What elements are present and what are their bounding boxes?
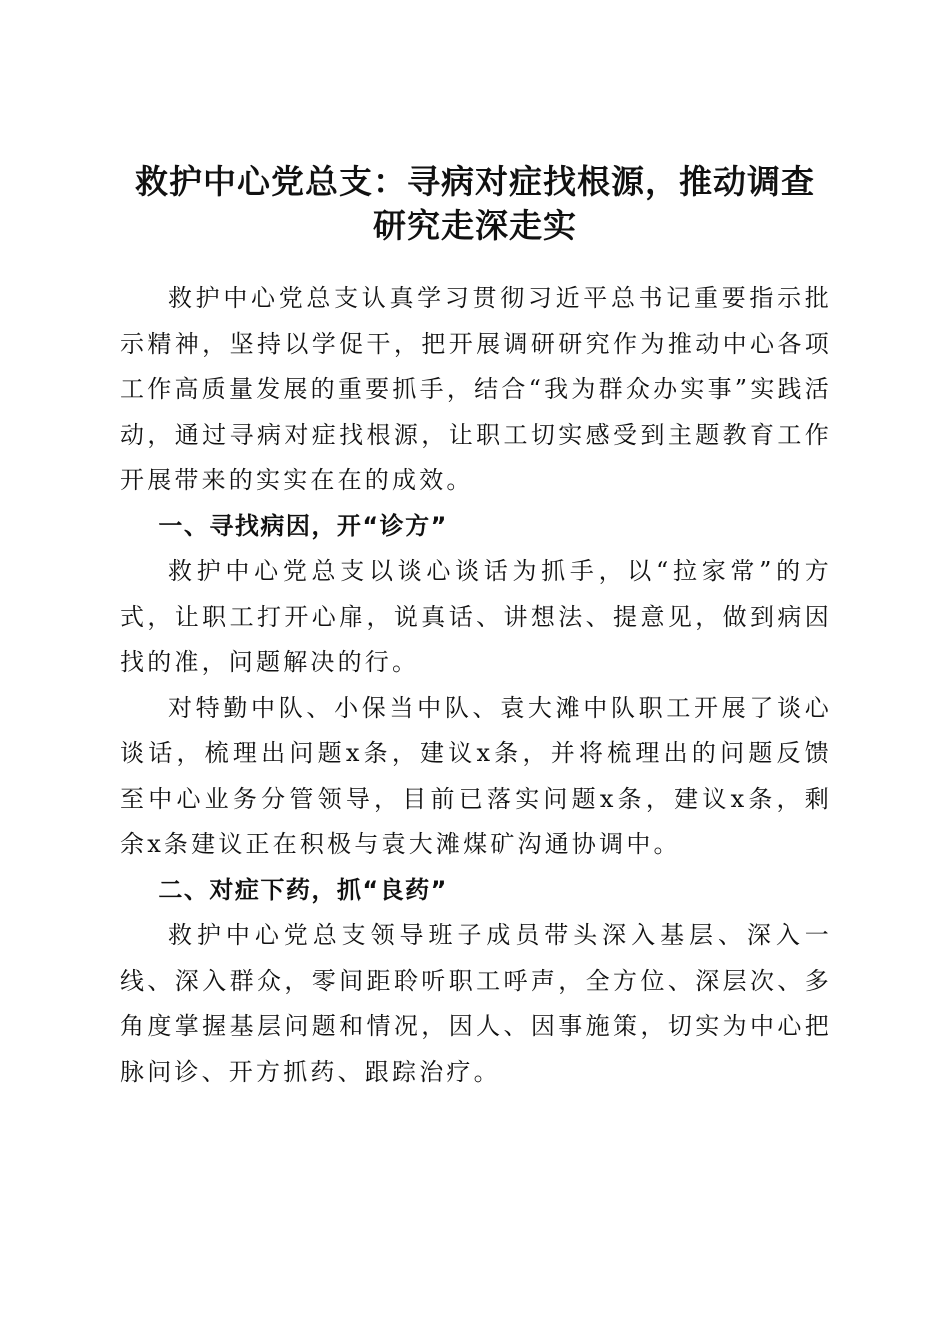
section-2-paragraph-1: 救护中心党总支领导班子成员带头深入基层、深入一线、深入群众，零间距聆听职工呼声，全方位、深层次、多角度掌握基层问题和情况，因人、因事施策，切实为中心把脉问诊、开方抓药、跟踪治疗。: [120, 921, 832, 1086]
title-line-2: 研究走深走实: [373, 206, 577, 246]
section-1-paragraph-2: 对特勤中队、小保当中队、袁大滩中队职工开展了谈心谈话，梳理出问题x条，建议x条，并将梳理出的问题反馈至中心业务分管领导，目前已落实问题x条，建议x条，剩余x条建议正在积极与袁大滩煤矿沟通协调中。: [120, 693, 832, 858]
intro-paragraph: 救护中心党总支认真学习贯彻习近平总书记重要指示批示精神，坚持以学促干，把开展调研研究作为推动中心各项工作高质量发展的重要抓手，结合“我为群众办实事”实践活动，通过寻病对症找根源，让职工切实感受到主题教育工作开展带来的实实在在的成效。: [120, 284, 832, 494]
document-title: [110, 160, 840, 248]
section-1-heading: 一、寻找病因，开“诊方”: [158, 511, 448, 540]
section-1-paragraph-1: 救护中心党总支以谈心谈话为抓手，以“拉家常”的方式，让职工打开心扉，说真话、讲想法、提意见，做到病因找的准，问题解决的行。: [120, 557, 832, 676]
section-2-heading: 二、对症下药，抓“良药”: [158, 875, 448, 904]
document-body: [120, 276, 832, 1095]
title-line-1: 救护中心党总支：寻病对症找根源，推动调查: [135, 162, 815, 202]
